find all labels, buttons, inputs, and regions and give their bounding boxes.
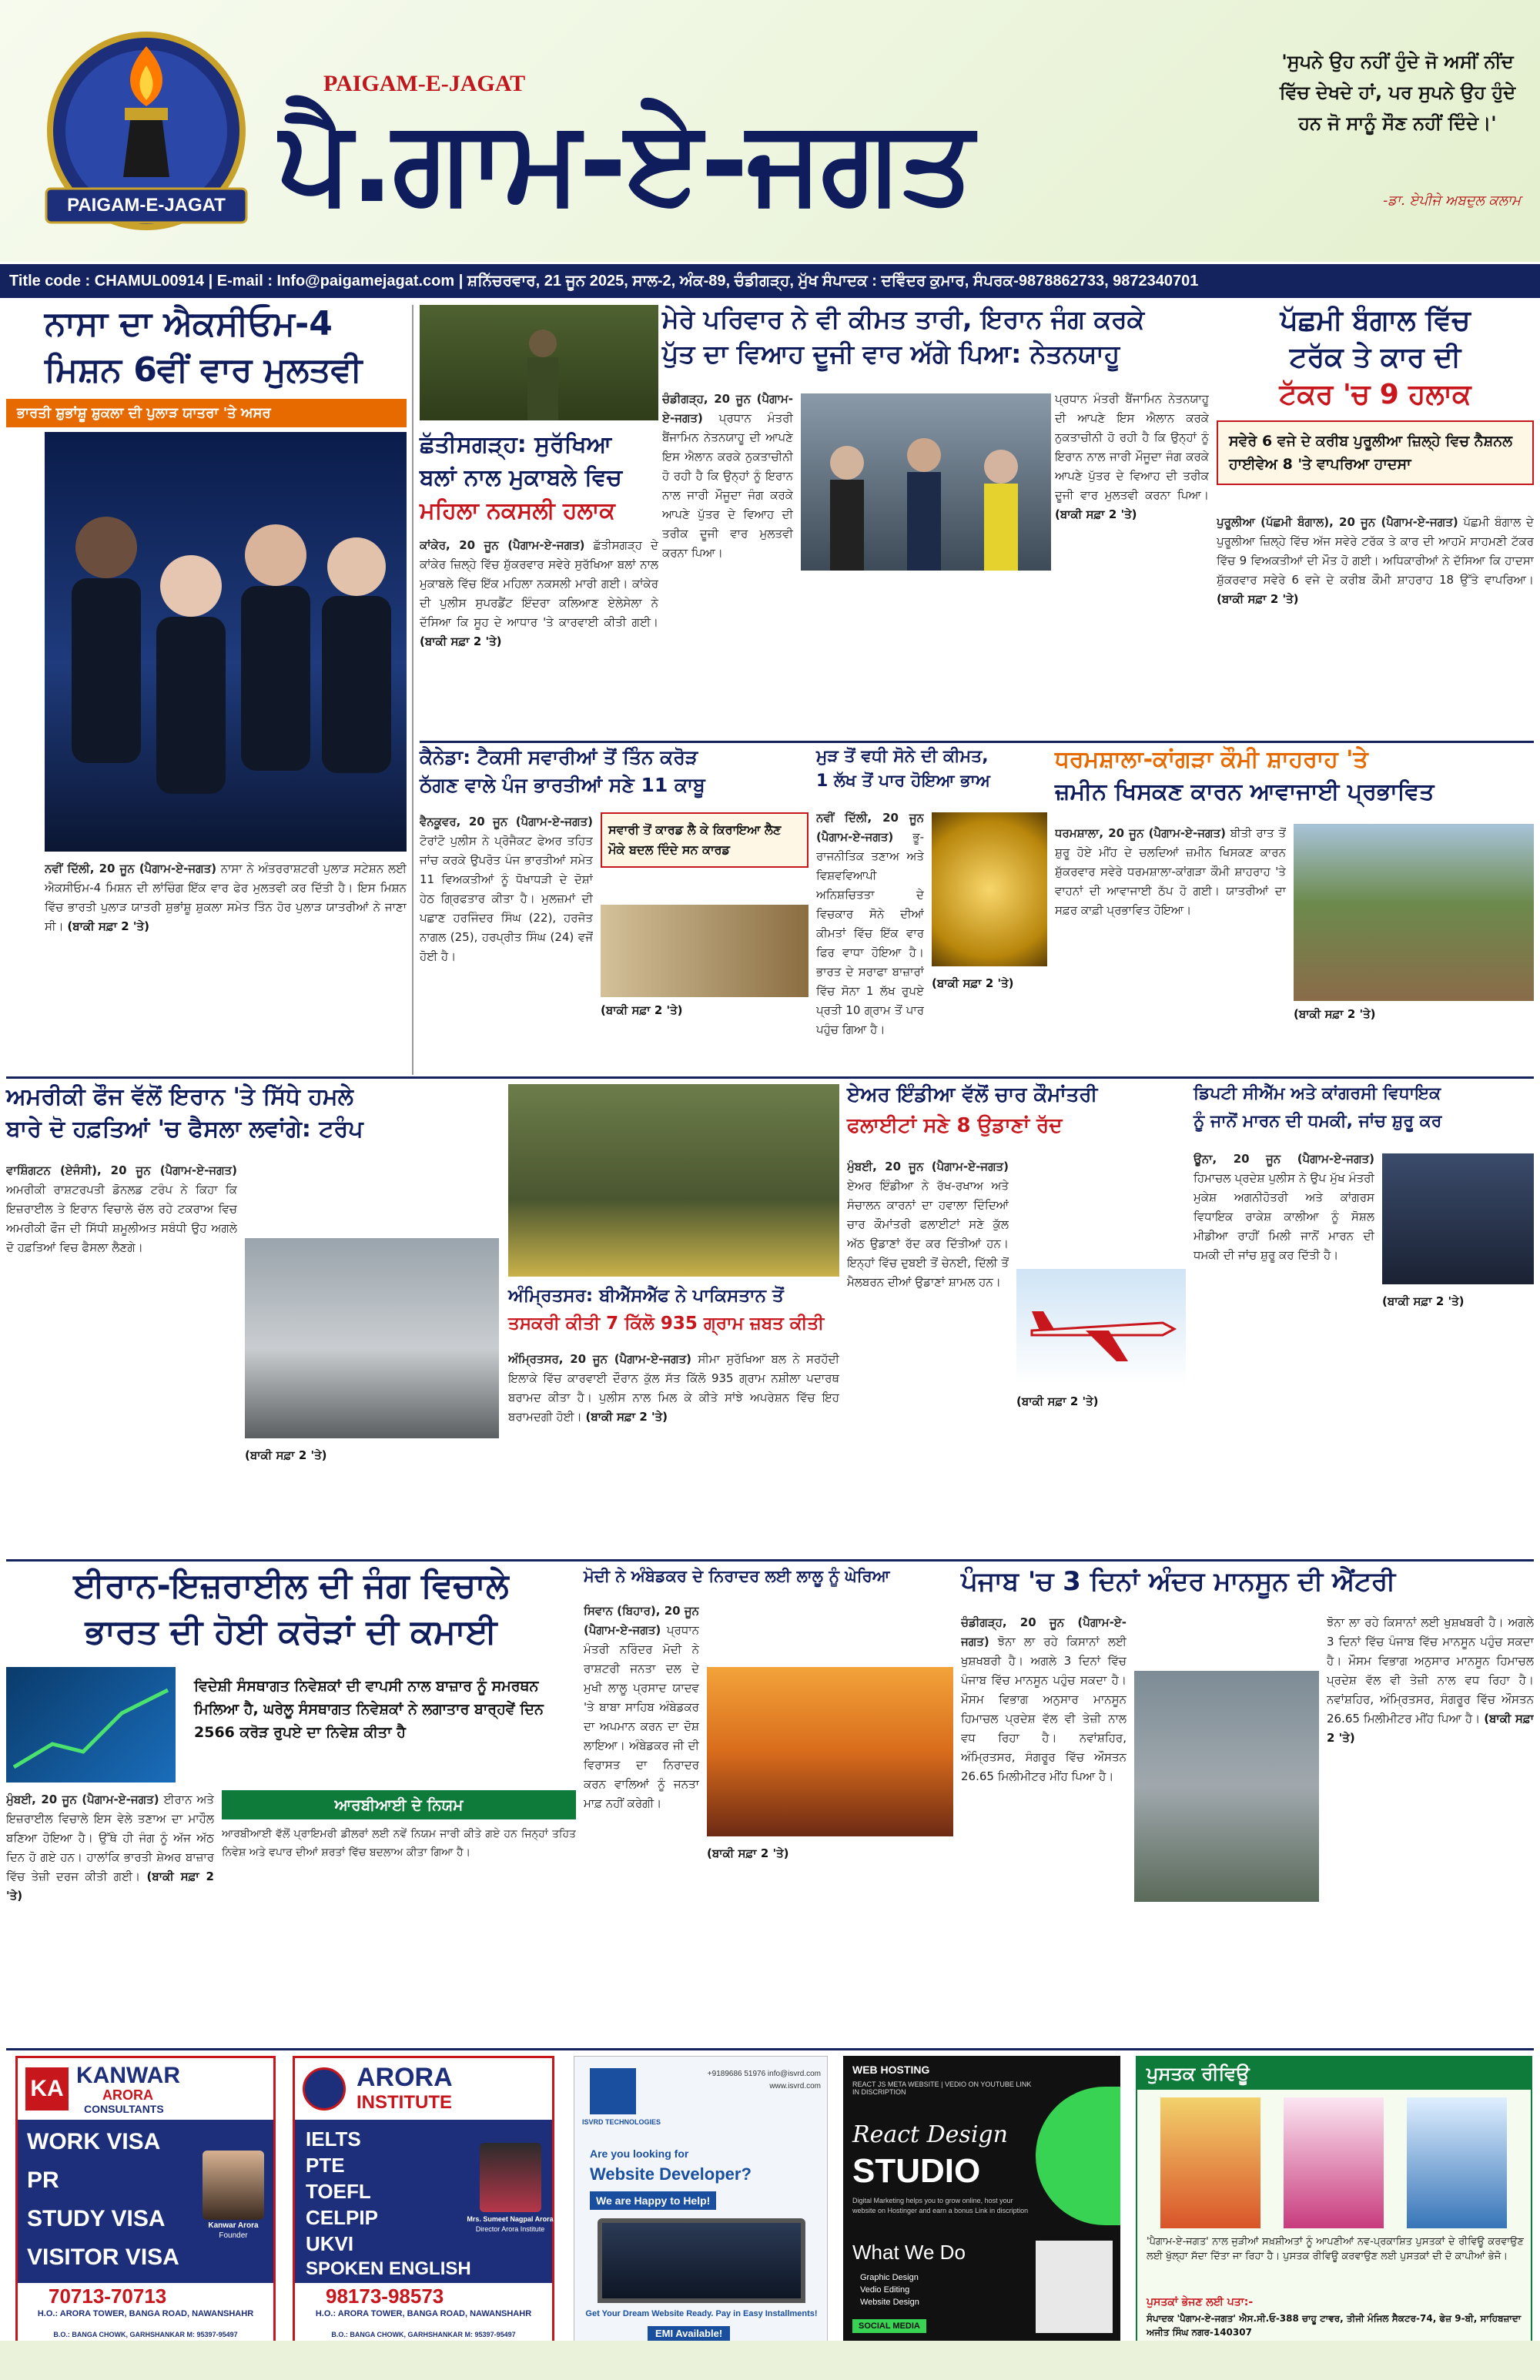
kanwar-item-2: STUDY VISA [27,2206,166,2231]
arora-item-5: SPOKEN ENGLISH [306,2258,471,2279]
himachal-story [1194,1084,1534,1554]
iran-israel-story [6,1567,576,2044]
studio-accent-icon [1036,2087,1120,2225]
arora-phone: 98173-98573 [326,2285,444,2308]
landslide-text: ਬੀਤੀ ਰਾਤ ਤੋਂ ਸ਼ੁਰੂ ਹੋਏ ਮੀਂਹ ਦੇ ਚਲਦਿਆਂ ਜ਼ਮੀਨ ਖਿਸਕਣ ਕਾਰਨ ਸ਼ੁੱਕਰਵਾਰ ਸਵੇਰੇ ਧਰਮਸ਼ਾਲਾ-ਕਾਂਗੜਾ ਕੌਮੀ ਸ਼ਾਹਰਾਹ 'ਤੇ ਵਾਹਨਾਂ ਦੀ ਆਵਾਜਾਈ ਠੱਪ ਹੋ ਗਈ। ਯਾਤਰੀਆਂ ਦਾ ਸਫ਼ਰ ਕਾਫ਼ੀ ਪ੍ਰਭਾਵਿਤ ਹੋਇਆ। [1055,826,1286,917]
books-title: ਪੁਸਤਕ ਰੀਵਿਊ [1137,2057,1531,2090]
rain-photo [1134,1671,1319,1902]
isvrd-contact: +9189686 51976 info@isvrd.com www.isvrd.com [707,2070,821,2090]
masthead-quote-author: -ਡਾ. ਏਪੀਜੇ ਅਬਦੁਲ ਕਲਾਮ [1383,192,1521,209]
netanyahu-body [662,390,793,728]
studio-title-1: React Design [852,2121,1008,2148]
rbi-rules-body: ਆਰਬੀਆਈ ਵੱਲੋਂ ਪ੍ਰਾਇਮਰੀ ਡੀਲਰਾਂ ਲਈ ਨਵੇਂ ਨਿਯਮ ਜਾਰੀ ਕੀਤੇ ਗਏ ਹਨ ਜਿਨ੍ਹਾਂ ਤਹਿਤ ਨਿਵੇਸ਼ ਅਤੇ ਵਪਾਰ ਦੀਆਂ ਸ਼ਰਤਾਂ ਵਿੱਚ ਬਦਲਾਅ ਕੀਤਾ ਗਿਆ ਹੈ। [222,1828,576,1859]
naxal-text: ਛੱਤੀਸਗੜ੍ਹ ਦੇ ਕਾਂਕੇਰ ਜ਼ਿਲ੍ਹੇ ਵਿੱਚ ਸ਼ੁੱਕਰਵਾਰ ਸਵੇਰੇ ਸੁਰੱਖਿਆ ਬਲਾਂ ਨਾਲ ਮੁਕਾਬਲੇ ਵਿੱਚ ਇੱਕ ਮਹਿਲਾ ਨਕਸਲੀ ਮਾਰੀ ਗਈ। ਕਾਂਕੇਰ ਦੀ ਪੁਲੀਸ ਸੁਪਰਡੈਂਟ ਇੰਦਰਾ ਕਲਿਆਣ ਏਲੇਸੇਲਾ ਨੇ ਦੱਸਿਆ ਕਿ ਸੂਹ ਦੇ ਆਧਾਰ 'ਤੇ ਕਾਰਵਾਈ ਕੀਤੀ ਗਈ। [420,538,658,629]
isvrd-ad [574,2056,828,2348]
canada-continued: (ਬਾਕੀ ਸਫ਼ਾ 2 'ਤੇ) [601,1003,683,1017]
landslide-headline-1: ਧਰਮਸ਼ਾਲਾ-ਕਾਂਗੜਾ ਕੌਮੀ ਸ਼ਾਹਰਾਹ 'ਤੇ [1055,746,1368,773]
naxal-story [420,305,658,736]
rising-graph-icon [6,1667,176,1782]
isvrd-emi: EMI Available! [648,2326,730,2341]
market-graph-photo [6,1667,176,1782]
iran-israel-bullet: ਵਿਦੇਸ਼ੀ ਸੰਸਥਾਗਤ ਨਿਵੇਸ਼ਕਾਂ ਦੀ ਵਾਪਸੀ ਨਾਲ ਬਾਜ਼ਾਰ ਨੂੰ ਸਮਰਥਨ ਮਿਲਿਆ ਹੈ, ਘਰੇਲੂ ਸੰਸਥਾਗਤ ਨਿਵੇਸ਼ਕਾਂ ਨੇ ਲਗਾਤਾਰ ਬਾਰ੍ਹਵੇਂ ਦਿਨ 2566 ਕਰੋੜ ਰੁਪਏ ਦਾ ਨਿਵੇਸ਼ ਕੀਤਾ ਹੈ [183,1667,576,1752]
studio-what: What We Do [852,2241,966,2264]
modi-dateline: ਸਿਵਾਨ (ਬਿਹਾਰ), 20 ਜੂਨ (ਪੈਗਾਮ-ਏ-ਜਗਤ) [584,1604,699,1637]
monsoon-story [961,1567,1534,2044]
gold-headline-2: 1 ਲੱਖ ਤੋਂ ਪਾਰ ਹੋਇਆ ਭਾਅ [816,772,990,791]
row-divider [6,1076,1534,1079]
kanwar-item-1: PR [27,2167,59,2193]
smoke-photo [245,1238,499,1438]
bengal-continued: (ਬਾਕੀ ਸਫ਼ਾ 2 'ਤੇ) [1217,592,1299,606]
trump-headline-2: ਬਾਰੇ ਦੋ ਹਫ਼ਤਿਆਂ 'ਚ ਫੈਸਲਾ ਲਵਾਂਗੇ: ਟਰੰਪ [6,1116,363,1143]
kanwar-brand-2: ARORA [102,2087,153,2103]
canada-bullet: ਸਵਾਰੀ ਤੋਂ ਕਾਰਡ ਲੈ ਕੇ ਕਿਰਾਇਆ ਲੈਣ ਮੌਕੇ ਬਦਲ ਦਿੰਦੇ ਸਨ ਕਾਰਡ [601,812,808,868]
studio-desc: Digital Marketing helps you to grow online, host your website on Hostinger and earn a bonus Link in discription [852,2197,1029,2214]
nasa-continued: (ਬਾਕੀ ਸਫ਼ਾ 2 'ਤੇ) [67,919,149,933]
canada-body-2 [601,1001,808,1066]
airindia-text: ਏਅਰ ਇੰਡੀਆ ਨੇ ਰੱਖ-ਰਖਾਅ ਅਤੇ ਸੰਚਾਲਨ ਕਾਰਨਾਂ ਦਾ ਹਵਾਲਾ ਦਿੰਦਿਆਂ ਚਾਰ ਕੌਮਾਂਤਰੀ ਫਲਾਈਟਾਂ ਸਣੇ ਕੁੱਲ ਅੱਠ ਉਡਾਣਾਂ ਰੱਦ ਕਰ ਦਿੱਤੀਆਂ ਹਨ। ਇਨ੍ਹਾਂ ਵਿੱਚ ਦੁਬਈ ਤੋਂ ਚੇਨਈ, ਦਿੱਲੀ ਤੋਂ ਮੈਲਬਰਨ ਦੀਆਂ ਉਡਾਣਾਂ ਸ਼ਾਮਲ ਹਨ। [847,1179,1009,1289]
laptop-icon [598,2218,805,2303]
kanwar-person-name: Kanwar Arora [208,2221,259,2230]
airplane-icon [1016,1269,1186,1384]
masthead-subtitle: PAIGAM-E-JAGAT [323,71,526,96]
monsoon-headline: ਪੰਜਾਬ 'ਚ 3 ਦਿਨਾਂ ਅੰਦਰ ਮਾਨਸੂਨ ਦੀ ਐਂਟਰੀ [961,1566,1396,1597]
netanyahu-text-2: ਪ੍ਰਧਾਨ ਮੰਤਰੀ ਬੈਂਜਾਮਿਨ ਨੇਤਨਯਾਹੂ ਦੀ ਆਪਣੇ ਇਸ ਐਲਾਨ ਕਰਕੇ ਨੁਕਤਾਚੀਨੀ ਹੋ ਰਹੀ ਹੈ ਕਿ ਉਨ੍ਹਾਂ ਨੂੰ ਇਰਾਨ ਨਾਲ ਜਾਰੀ ਮੌਜੂਦਾ ਜੰਗ ਕਰਕੇ ਆਪਣੇ ਪੁੱਤਰ ਦੇ ਵਿਆਹ ਦੀ ਤਰੀਕ ਦੂਜੀ ਵਾਰ ਮੁਲਤਵੀ ਕਰਨਾ ਪਿਆ। [1055,392,1209,502]
iran-israel-continued: (ਬਾਕੀ ਸਫ਼ਾ 2 'ਤੇ) [6,1870,214,1903]
gold-text: ਭੂ-ਰਾਜਨੀਤਿਕ ਤਣਾਅ ਅਤੇ ਵਿਸ਼ਵਵਿਆਪੀ ਅਨਿਸ਼ਚਿਤਤਾ ਦੇ ਵਿਚਕਾਰ ਸੋਨੇ ਦੀਆਂ ਕੀਮਤਾਂ ਵਿੱਚ ਇੱਕ ਵਾਰ ਫਿਰ ਵਾਧਾ ਹੋਇਆ ਹੈ। ਭਾਰਤ ਦੇ ਸਰਾਫਾ ਬਾਜ਼ਾਰਾਂ ਵਿੱਚ ਸੋਨਾ 1 ਲੱਖ ਰੁਪਏ ਪ੍ਰਤੀ 10 ਗ੍ਰਾਮ ਤੋਂ ਪਾਰ ਪਹੁੰਚ ਗਿਆ ਹੈ। [816,830,924,1036]
isvrd-line2: Website Developer? [590,2164,752,2184]
kanwar-person-role: Founder [219,2231,248,2240]
monsoon-body [961,1613,1127,2037]
isvrd-logo-icon [590,2068,636,2114]
himachal-headline-2: ਨੂੰ ਜਾਨੋਂ ਮਾਰਨ ਦੀ ਧਮਕੀ, ਜਾਂਚ ਸ਼ੁਰੂ ਕਰ [1194,1112,1442,1131]
netanyahu-story [662,305,1209,736]
modi-continued: (ਬਾਕੀ ਸਫ਼ਾ 2 'ਤੇ) [707,1846,789,1860]
isvrd-brand: ISVRD TECHNOLOGIES [582,2118,661,2126]
masthead-quote: 'ਸੁਪਨੇ ਉਹ ਨਹੀਂ ਹੁੰਦੇ ਜੋ ਅਸੀਂ ਨੀਂਦ ਵਿੱਚ ਦੇਖਦੇ ਹਾਂ, ਪਰ ਸੁਪਨੇ ਉਹ ਹੁੰਦੇ ਹਨ ਜੋ ਸਾਨੂੰ ਸੌਣ ਨਹੀਂ ਦਿੰਦੇ।' [1279,51,1516,134]
arora-address: H.O.: ARORA TOWER, BANGA ROAD, NAWANSHAHR [315,2309,532,2318]
kanwar-item-0: WORK VISA [27,2129,161,2154]
trump-body-2 [245,1446,499,1546]
arora-ad [293,2056,554,2348]
nasa-text: ਨਾਸਾ ਨੇ ਅੰਤਰਰਾਸ਼ਟਰੀ ਪੁਲਾੜ ਸਟੇਸ਼ਨ ਲਈ ਐਕਸੀਓਮ-4 ਮਿਸ਼ਨ ਦੀ ਲਾਂਚਿੰਗ ਇੱਕ ਵਾਰ ਫੇਰ ਮੁਲਤਵੀ ਕਰ ਦਿੱਤੀ ਹੈ। ਇਸ ਮਿਸ਼ਨ ਵਿੱਚ ਭਾਰਤੀ ਪੁਲਾੜ ਯਾਤਰੀ ਸ਼ੁਭਾਂਸ਼ੂ ਸ਼ੁਕਲਾ ਸਮੇਤ ਤਿੰਨ ਹੋਰ ਪੁਲਾੜ ਯਾਤਰੀਆਂ ਨੇ ਜਾਣਾ ਸੀ। [45,862,407,933]
landslide-body [1055,824,1286,1066]
isvrd-line3: We are Happy to Help! [590,2191,716,2210]
trump-story [6,1084,499,1554]
arora-tag: INSTITUTE [357,2092,452,2113]
kanwar-brand: KANWAR [76,2063,180,2088]
arora-item-4: UKVI [306,2232,354,2255]
studio-title-2: STUDIO [852,2152,981,2190]
netanyahu-continued: (ਬਾਕੀ ਸਫ਼ਾ 2 'ਤੇ) [1055,507,1137,521]
himachal-continued: (ਬਾਕੀ ਸਫ਼ਾ 2 'ਤੇ) [1382,1294,1465,1308]
books-ad [1136,2056,1532,2348]
iran-israel-dateline: ਮੁੰਬਈ, 20 ਜੂਨ (ਪੈਗਾਮ-ਏ-ਜਗਤ) [6,1793,159,1806]
masthead-title: ਪੈ.ਗਾਮ-ਏ-ਜਗਤ [277,95,973,229]
naxal-dateline: ਕਾਂਕੇਰ, 20 ਜੂਨ (ਪੈਗਾਮ-ਏ-ਜਗਤ) [420,538,585,552]
studio-social: SOCIAL MEDIA [852,2319,926,2333]
arora-person-photo [480,2143,541,2212]
phone-photo [1382,1153,1534,1284]
amritsar-story [508,1084,839,1554]
kanwar-item-3: VISITOR VISA [27,2244,179,2270]
modi-rally-photo [707,1667,953,1836]
airindia-story [847,1084,1186,1554]
monsoon-text: ਝੋਨਾ ਲਾ ਰਹੇ ਕਿਸਾਨਾਂ ਲਈ ਖੁਸ਼ਖਬਰੀ ਹੈ। ਅਗਲੇ 3 ਦਿਨਾਂ ਵਿੱਚ ਪੰਜਾਬ ਵਿੱਚ ਮਾਨਸੂਨ ਪਹੁੰਚ ਸਕਦਾ ਹੈ। ਮੌਸਮ ਵਿਭਾਗ ਅਨੁਸਾਰ ਮਾਨਸੂਨ ਹਿਮਾਚਲ ਪ੍ਰਦੇਸ਼ ਵੱਲ ਵੀ ਤੇਜ਼ੀ ਨਾਲ ਵਧ ਰਿਹਾ ਹੈ। ਨਵਾਂਸ਼ਹਿਰ, ਅੰਮ੍ਰਿਤਸਰ, ਸੰਗਰੂਰ ਵਿੱਚ ਔਸਤਨ 26.65 ਮਿਲੀਮੀਟਰ ਮੀਂਹ ਪਿਆ ਹੈ। [961,1635,1127,1783]
arora-logo-icon [303,2067,346,2111]
book-cover-2 [1284,2097,1384,2228]
row-divider [6,1559,1534,1562]
airindia-dateline: ਮੁੰਬਈ, 20 ਜੂਨ (ਪੈਗਾਮ-ਏ-ਜਗਤ) [847,1160,1009,1173]
studio-ad [843,2056,1120,2348]
nasa-headline-1: ਨਾਸਾ ਦਾ ਐਕਸੀਓਮ-4 [45,304,333,343]
arora-item-3: CELPIP [306,2206,378,2229]
astronaut-photo [45,432,407,852]
torch-logo [31,23,262,246]
modi-body [584,1602,699,2037]
modi-text: ਪ੍ਰਧਾਨ ਮੰਤਰੀ ਨਰਿੰਦਰ ਮੋਦੀ ਨੇ ਰਾਸ਼ਟਰੀ ਜਨਤਾ ਦਲ ਦੇ ਮੁਖੀ ਲਾਲੂ ਪ੍ਰਸਾਦ ਯਾਦਵ 'ਤੇ ਬਾਬਾ ਸਾਹਿਬ ਅੰਬੇਡਕਰ ਦਾ ਅਪਮਾਨ ਕਰਨ ਦਾ ਦੋਸ਼ ਲਾਇਆ। ਅੰਬੇਡਕਰ ਜੀ ਦੀ ਵਿਰਾਸਤ ਦਾ ਨਿਰਾਦਰ ਕਰਨ ਵਾਲਿਆਂ ਨੂੰ ਜਨਤਾ ਮਾਫ਼ ਨਹੀਂ ਕਰੇਗੀ। [584,1623,699,1810]
studio-screen-icon [1036,2241,1113,2333]
kanwar-branch: B.O.: BANGA CHOWK, GARHSHANKAR M: 95397-95497 [53,2331,238,2338]
bengal-headline-3: ਟੱਕਰ 'ਚ 9 ਹਲਾਕ [1279,379,1471,410]
netanyahu-headline-1: ਮੇਰੇ ਪਰਿਵਾਰ ਨੇ ਵੀ ਕੀਮਤ ਤਾਰੀ, ਇਰਾਨ ਜੰਗ ਕਰਕੇ [662,304,1145,334]
modi-body-2 [707,1844,953,2037]
netanyahu-body-2 [1055,390,1209,728]
iran-israel-text: ਈਰਾਨ ਅਤੇ ਇਜ਼ਰਾਈਲ ਵਿਚਾਲੇ ਇਸ ਵੇਲੇ ਤਣਾਅ ਦਾ ਮਾਹੌਲ ਬਣਿਆ ਹੋਇਆ ਹੈ। ਉੱਥੇ ਹੀ ਜੰਗ ਨੂੰ ਅੱਜ ਅੱਠ ਦਿਨ ਹੋ ਗਏ ਹਨ। ਹਾਲਾਂਕਿ ਭਾਰਤੀ ਸ਼ੇਅਰ ਬਾਜ਼ਾਰ ਵਿੱਚ ਤੇਜ਼ੀ ਦਰਜ ਕੀਤੀ ਗਈ। [6,1793,214,1883]
bengal-dateline: ਪੁਰੂਲੀਆ (ਪੱਛਮੀ ਬੰਗਾਲ), 20 ਜੂਨ (ਪੈਗਾਮ-ਏ-ਜਗਤ) [1217,515,1458,529]
canada-headline-1: ਕੈਨੇਡਾ: ਟੈਕਸੀ ਸਵਾਰੀਆਂ ਤੋਂ ਤਿੰਨ ਕਰੋੜ [420,746,698,768]
arora-header [295,2058,552,2120]
arora-branch: B.O.: BANGA CHOWK, GARHSHANKAR M: 95397-95497 [331,2331,516,2338]
arora-item-0: IELTS [306,2127,361,2151]
trump-headline-1: ਅਮਰੀਕੀ ਫੌਜ ਵੱਲੋਂ ਇਰਾਨ 'ਤੇ ਸਿੱਧੇ ਹਮਲੇ [6,1083,353,1110]
himachal-dateline: ਊਨਾ, 20 ਜੂਨ (ਪੈਗਾਮ-ਏ-ਜਗਤ) [1194,1152,1374,1166]
gold-headline-1: ਮੁੜ ਤੋਂ ਵਧੀ ਸੋਨੇ ਦੀ ਕੀਮਤ, [816,747,989,766]
landslide-body-2 [1294,1005,1534,1066]
studio-service-0: Graphic Design [860,2273,919,2282]
trump-body [6,1161,237,1546]
himachal-body [1194,1150,1374,1546]
bengal-text: ਪੱਛਮੀ ਬੰਗਾਲ ਦੇ ਪੁਰੂਲੀਆ ਜ਼ਿਲ੍ਹੇ ਵਿੱਚ ਅੱਜ ਸਵੇਰੇ ਟਰੱਕ ਤੇ ਕਾਰ ਦੀ ਆਹਮੋ ਸਾਹਮਣੀ ਟੱਕਰ ਵਿੱਚ 9 ਵਿਅਕਤੀਆਂ ਦੀ ਮੌਤ ਹੋ ਗਈ। ਅਧਿਕਾਰੀਆਂ ਨੇ ਦੱਸਿਆ ਕਿ ਹਾਦਸਾ ਸ਼ੁੱਕਰਵਾਰ ਸਵੇਰੇ 6 ਵਜੇ ਦੇ ਕਰੀਬ ਕੌਮੀ ਸ਼ਾਹਰਾਹ 18 ਉੱਤੇ ਵਾਪਰਿਆ। [1217,515,1534,587]
himachal-body-2 [1382,1292,1534,1546]
nasa-story [6,305,407,1075]
amritsar-headline-1: ਅੰਮ੍ਰਿਤਸਰ: ਬੀਐੱਸਐੱਫ ਨੇ ਪਾਕਿਸਤਾਨ ਤੋਂ [508,1286,784,1306]
studio-service-1: Vedio Editing [860,2285,910,2295]
rbi-rules-title: ਆਰਬੀਆਈ ਦੇ ਨਿਯਮ [222,1790,576,1819]
nasa-strip: ਭਾਰਤੀ ਸ਼ੁਭਾਂਸ਼ੂ ਸ਼ੁਕਲਾ ਦੀ ਪੁਲਾੜ ਯਾਤਰਾ 'ਤੇ ਅਸਰ [6,399,407,427]
nasa-headline-2: ਮਿਸ਼ਨ 6ਵੀਂ ਵਾਰ ਮੁਲਤਵੀ [45,350,363,390]
isvrd-cta: Get Your Dream Website Ready. Pay in Easy Installments! [585,2309,818,2318]
books-body: 'ਪੈਗਾਮ-ਏ-ਜਗਤ' ਨਾਲ ਜੁੜੀਆਂ ਸਖ਼ਸ਼ੀਅਤਾਂ ਨੂੰ ਆਪਣੀਆਂ ਨਵ-ਪ੍ਰਕਾਸ਼ਿਤ ਪੁਸਤਕਾਂ ਦੇ ਰੀਵਿਊ ਕਰਵਾਉਣ ਲਈ ਖੁੱਲ੍ਹਾ ਸੱਦਾ ਦਿੱਤਾ ਜਾ ਰਿਹਾ ਹੈ। ਪੁਸਤਕ ਰੀਵਿਊ ਕਰਵਾਉਣ ਲਈ ਪੁਸਤਕਾਂ ਦੀ ਦੋ ਕਾਪੀਆਂ ਭੇਜੋ। [1147,2236,1524,2262]
studio-sub: REACT JS META WEBSITE | VEDIO ON YOUTUBE LINK IN DISCRIPTION [852,2080,1032,2096]
monsoon-dateline: ਚੰਡੀਗੜ੍ਹ, 20 ਜੂਨ (ਪੈਗਾਮ-ਏ-ਜਗਤ) [961,1615,1127,1649]
bengal-story [1217,305,1534,736]
kanwar-logo-icon: KA [25,2067,69,2111]
bsf-seizure-photo [508,1084,839,1277]
netanyahu-headline-2: ਪੁੱਤ ਦਾ ਵਿਆਹ ਦੂਜੀ ਵਾਰ ਅੱਗੇ ਪਿਆ: ਨੇਤਨਯਾਹੂ [662,339,1120,369]
airindia-headline-1: ਏਅਰ ਇੰਡੀਆ ਵੱਲੋਂ ਚਾਰ ਕੌਮਾਂਤਰੀ [847,1083,1098,1106]
amritsar-headline-2: ਤਸਕਰੀ ਕੀਤੀ 7 ਕਿੱਲੋ 935 ਗ੍ਰਾਮ ਜ਼ਬਤ ਕੀਤੀ [508,1314,825,1334]
logo-ribbon-text: PAIGAM-E-JAGAT [67,195,226,216]
naxal-headline-3: ਮਹਿਲਾ ਨਕਸਲੀ ਹਲਾਕ [420,497,615,524]
gold-body [816,808,924,1063]
kanwar-phone: 70713-70713 [49,2285,167,2308]
bengal-body [1217,513,1534,728]
arora-item-1: PTE [306,2154,345,2177]
iran-israel-body [6,1790,214,2037]
cards-photo [601,905,808,997]
monsoon-body-2 [1327,1613,1534,2037]
arora-phone-box [295,2283,552,2346]
trump-text: ਅਮਰੀਕੀ ਰਾਸ਼ਟਰਪਤੀ ਡੋਨਲਡ ਟਰੰਪ ਨੇ ਕਿਹਾ ਕਿ ਇਜ਼ਰਾਈਲ ਤੇ ਇਰਾਨ ਵਿਚਾਲੇ ਚੱਲ ਰਹੇ ਟਕਰਾਅ ਵਿਚ ਅਮਰੀਕੀ ਫੌਜ ਦੀ ਸਿੱਧੀ ਸ਼ਮੂਲੀਅਤ ਸਬੰਧੀ ਉਹ ਅਗਲੇ ਦੋ ਹਫ਼ਤਿਆਂ ਵਿਚ ਫੈਸਲਾ ਲੈਣਗੇ। [6,1183,237,1254]
kanwar-phone-box [18,2283,273,2346]
bengal-headline-1: ਪੱਛਮੀ ਬੰਗਾਲ ਵਿੱਚ [1280,305,1471,336]
iran-israel-headline-1: ਈਰਾਨ-ਇਜ਼ਰਾਈਲ ਦੀ ਜੰਗ ਵਿਚਾਲੇ [73,1566,509,1605]
modi-story [584,1567,953,2044]
amritsar-dateline: ਅੰਮ੍ਰਿਤਸਰ, 20 ਜੂਨ (ਪੈਗਾਮ-ਏ-ਜਗਤ) [508,1352,692,1366]
kanwar-address: H.O.: ARORA TOWER, BANGA ROAD, NAWANSHAHR [37,2309,254,2318]
kanwar-tag: CONSULTANTS [84,2103,164,2115]
soldier-icon [420,305,658,420]
airindia-body-2 [1016,1392,1186,1546]
astronaut-silhouettes-icon [45,432,407,852]
studio-top: WEB HOSTING [852,2064,930,2076]
landslide-dateline: ਧਰਮਸ਼ਾਲਾ, 20 ਜੂਨ (ਪੈਗਾਮ-ਏ-ਜਗਤ) [1055,826,1226,840]
arora-person-name: Mrs. Sumeet Nagpal Arora [467,2215,554,2223]
bengal-headline-2: ਟਰੱਕ ਤੇ ਕਾਰ ਦੀ [1289,342,1461,373]
books-send-label: ਪੁਸਤਕਾਂ ਭੇਜਣ ਲਈ ਪਤਾ:- [1147,2296,1254,2308]
naxal-continued: (ਬਾਕੀ ਸਫ਼ਾ 2 'ਤੇ) [420,634,502,648]
books-address: ਸੰਪਾਦਕ 'ਪੈਗਾਮ-ਏ-ਜਗਤ' ਐਸ.ਸੀ.ਓ-388 ਚਾਹੂ ਟਾਵਰ, ਤੀਜੀ ਮੰਜਿਲ ਸੈਕਟਰ-74, ਫੇਜ਼ 9-ਬੀ, ਸਾਹਿਬਜ਼ਾਦਾ ਅਜੀਤ ਸਿੰਘ ਨਗਰ-140307 [1147,2313,1522,2338]
hill-road-photo [1294,824,1534,1001]
bengal-bullet: ਸਵੇਰੇ 6 ਵਜੇ ਦੇ ਕਰੀਬ ਪੁਰੂਲੀਆ ਜ਼ਿਲ੍ਹੇ ਵਿਚ ਨੈਸ਼ਨਲ ਹਾਈਵੇਅ 8 'ਤੇ ਵਾਪਰਿਆ ਹਾਦਸਾ [1217,420,1534,485]
monsoon-continued: (ਬਾਕੀ ਸਫ਼ਾ 2 'ਤੇ) [1327,1712,1534,1745]
studio-service-2: Website Design [860,2298,919,2307]
isvrd-line1: Are you looking for [590,2147,689,2160]
row-divider [420,741,1534,743]
landslide-story [1055,747,1534,1070]
netanyahu-dateline: ਚੰਡੀਗੜ੍ਹ, 20 ਜੂਨ (ਪੈਗਾਮ-ਏ-ਜਗਤ) [662,392,793,425]
gold-dateline: ਨਵੀਂ ਦਿੱਲੀ, 20 ਜੂਨ (ਪੈਗਾਮ-ਏ-ਜਗਤ) [816,811,924,844]
info-bar: Title code : CHAMUL00914 | E-mail : Info@paigamejagat.com | ਸ਼ਨਿੱਚਰਵਾਰ, 21 ਜੂਨ 2025, ਸਾਲ-2, ਅੰਕ-89, ਚੰਡੀਗੜ੍ਹ, ਮੁੱਖ ਸੰਪਾਦਕ : ਦਵਿੰਦਰ ਕੁਮਾਰ, ਸੰਪਰਕ-9878862733, 9872340701 [0,264,1540,298]
amritsar-body [508,1350,839,1546]
netanyahu-text: ਪ੍ਰਧਾਨ ਮੰਤਰੀ ਬੈਂਜਾਮਿਨ ਨੇਤਨਯਾਹੂ ਦੀ ਆਪਣੇ ਇਸ ਐਲਾਨ ਕਰਕੇ ਨੁਕਤਾਚੀਨੀ ਹੋ ਰਹੀ ਹੈ ਕਿ ਉਨ੍ਹਾਂ ਨੂੰ ਇਰਾਨ ਨਾਲ ਜਾਰੀ ਮੌਜੂਦਾ ਜੰਗ ਕਰਕੇ ਆਪਣੇ ਪੁੱਤਰ ਦੇ ਵਿਆਹ ਦੀ ਤਰੀਕ ਦੂਜੀ ਵਾਰ ਮੁਲਤਵੀ ਕਰਨਾ ਪਿਆ। [662,411,793,560]
soldier-photo [420,305,658,420]
airplane-photo [1016,1269,1186,1384]
row-divider [6,2048,1534,2050]
trump-dateline: ਵਾਸ਼ਿੰਗਟਨ (ਏਜੰਸੀ), 20 ਜੂਨ (ਪੈਗਾਮ-ਏ-ਜਗਤ) [6,1163,237,1177]
gold-story [816,747,1047,1070]
crowd-icon [801,393,1051,571]
airindia-headline-2: ਫਲਾਈਟਾਂ ਸਣੇ 8 ਉਡਾਣਾਂ ਰੱਦ [847,1114,1063,1137]
footer-bar [0,2341,1540,2380]
gold-body-2 [932,974,1047,1063]
canada-story [420,747,808,1070]
canada-headline-2: ਠੱਗਣ ਵਾਲੇ ਪੰਜ ਭਾਰਤੀਆਂ ਸਣੇ 11 ਕਾਬੂ [420,774,705,796]
airindia-continued: (ਬਾਕੀ ਸਫ਼ਾ 2 'ਤੇ) [1016,1394,1099,1408]
nasa-dateline: ਨਵੀਂ ਦਿੱਲੀ, 20 ਜੂਨ (ਪੈਗਾਮ-ਏ-ਜਗਤ) [45,862,217,875]
arora-brand: ARORA [357,2063,453,2092]
book-cover-1 [1160,2097,1260,2228]
arora-person-role: Director Arora Institute [475,2225,545,2233]
netanyahu-photo [801,393,1051,571]
gold-jewelry-photo [932,812,1047,966]
nasa-body [45,859,407,1067]
naxal-headline-2: ਬਲਾਂ ਨਾਲ ਮੁਕਾਬਲੇ ਵਿਚ [420,464,622,491]
column-divider [412,305,413,1075]
amritsar-continued: (ਬਾਕੀ ਸਫ਼ਾ 2 'ਤੇ) [585,1410,668,1424]
airindia-body [847,1157,1009,1546]
landslide-headline-2: ਜ਼ਮੀਨ ਖਿਸਕਣ ਕਾਰਨ ਆਵਾਜਾਈ ਪ੍ਰਭਾਵਿਤ [1055,778,1435,805]
amritsar-text: ਸੀਮਾ ਸੁਰੱਖਿਆ ਬਲ ਨੇ ਸਰਹੱਦੀ ਇਲਾਕੇ ਵਿੱਚ ਕਾਰਵਾਈ ਦੌਰਾਨ ਕੁੱਲ ਸੱਤ ਕਿੱਲੋ 935 ਗ੍ਰਾਮ ਨਸ਼ੀਲਾ ਪਦਾਰਥ ਬਰਾਮਦ ਕੀਤਾ ਹੈ। ਪੁਲੀਸ ਨਾਲ ਮਿਲ ਕੇ ਕੀਤੇ ਸਾਂਝੇ ਅਪਰੇਸ਼ਨ ਵਿੱਚ ਇਹ ਬਰਾਮਦਗੀ ਹੋਈ। [508,1352,839,1424]
canada-dateline: ਵੈਨਕੂਵਰ, 20 ਜੂਨ (ਪੈਗਾਮ-ਏ-ਜਗਤ) [420,815,593,828]
kanwar-person-photo [203,2151,264,2220]
kanwar-ad [15,2056,276,2348]
modi-headline: ਮੋਦੀ ਨੇ ਅੰਬੇਡਕਰ ਦੇ ਨਿਰਾਦਰ ਲਈ ਲਾਲੂ ਨੂੰ ਘੇਰਿਆ [584,1567,890,1585]
arora-item-2: TOEFL [306,2180,371,2203]
naxal-headline-1: ਛੱਤੀਸਗੜ੍ਹ: ਸੁਰੱਖਿਆ [420,431,612,458]
monsoon-text-2: ਝੋਨਾ ਲਾ ਰਹੇ ਕਿਸਾਨਾਂ ਲਈ ਖੁਸ਼ਖਬਰੀ ਹੈ। ਅਗਲੇ 3 ਦਿਨਾਂ ਵਿੱਚ ਪੰਜਾਬ ਵਿੱਚ ਮਾਨਸੂਨ ਪਹੁੰਚ ਸਕਦਾ ਹੈ। ਮੌਸਮ ਵਿਭਾਗ ਅਨੁਸਾਰ ਮਾਨਸੂਨ ਹਿਮਾਚਲ ਪ੍ਰਦੇਸ਼ ਵੱਲ ਵੀ ਤੇਜ਼ੀ ਨਾਲ ਵਧ ਰਿਹਾ ਹੈ। ਨਵਾਂਸ਼ਹਿਰ, ਅੰਮ੍ਰਿਤਸਰ, ਸੰਗਰੂਰ ਵਿੱਚ ਔਸਤਨ 26.65 ਮਿਲੀਮੀਟਰ ਮੀਂਹ ਪਿਆ ਹੈ। [1327,1615,1534,1726]
canada-text: ਟੋਰਾਂਟੋ ਪੁਲੀਸ ਨੇ ਪ੍ਰੋਜੈਕਟ ਫੇਅਰ ਤਹਿਤ ਜਾਂਚ ਕਰਕੇ ਉਪਰੋਤ ਪੰਜ ਭਾਰਤੀਆਂ ਸਮੇਤ 11 ਵਿਅਕਤੀਆਂ ਨੂੰ ਧੋਖਾਧੜੀ ਦੇ ਦੋਸ਼ਾਂ ਹੇਠ ਗ੍ਰਿਫਤਾਰ ਕੀਤਾ ਹੈ। ਮੁਲਜ਼ਮਾਂ ਦੀ ਪਛਾਣ ਹਰਜਿੰਦਰ ਸਿੰਘ (22), ਹਰਜੋਤ ਨਾਗਲ (25), ਹਰਪ੍ਰੀਤ ਸਿੰਘ (24) ਵਜੋਂ ਹੋਈ ਹੈ। [420,834,593,963]
kanwar-header [18,2058,273,2120]
landslide-continued: (ਬਾਕੀ ਸਫ਼ਾ 2 'ਤੇ) [1294,1007,1376,1021]
himachal-text: ਹਿਮਾਚਲ ਪ੍ਰਦੇਸ਼ ਪੁਲੀਸ ਨੇ ਉਪ ਮੁੱਖ ਮੰਤਰੀ ਮੁਕੇਸ਼ ਅਗਨੀਹੋਤਰੀ ਅਤੇ ਕਾਂਗਰਸ ਵਿਧਾਇਕ ਰਾਕੇਸ਼ ਕਾਲੀਆ ਨੂੰ ਸੋਸ਼ਲ ਮੀਡੀਆ ਰਾਹੀਂ ਮਿਲੀ ਜਾਨੋਂ ਮਾਰਨ ਦੀ ਧਮਕੀ ਦੀ ਜਾਂਚ ਸ਼ੁਰੂ ਕਰ ਦਿੱਤੀ ਹੈ। [1194,1171,1374,1262]
naxal-body [420,536,658,721]
himachal-headline-1: ਡਿਪਟੀ ਸੀਐੱਮ ਅਤੇ ਕਾਂਗਰਸੀ ਵਿਧਾਇਕ [1194,1084,1441,1103]
trump-continued: (ਬਾਕੀ ਸਫ਼ਾ 2 'ਤੇ) [245,1448,327,1462]
gold-continued: (ਬਾਕੀ ਸਫ਼ਾ 2 'ਤੇ) [932,976,1014,990]
iran-israel-headline-2: ਭਾਰਤ ਦੀ ਹੋਈ ਕਰੋੜਾਂ ਦੀ ਕਮਾਈ [85,1612,497,1652]
book-cover-3 [1407,2097,1507,2228]
canada-body [420,812,593,1066]
